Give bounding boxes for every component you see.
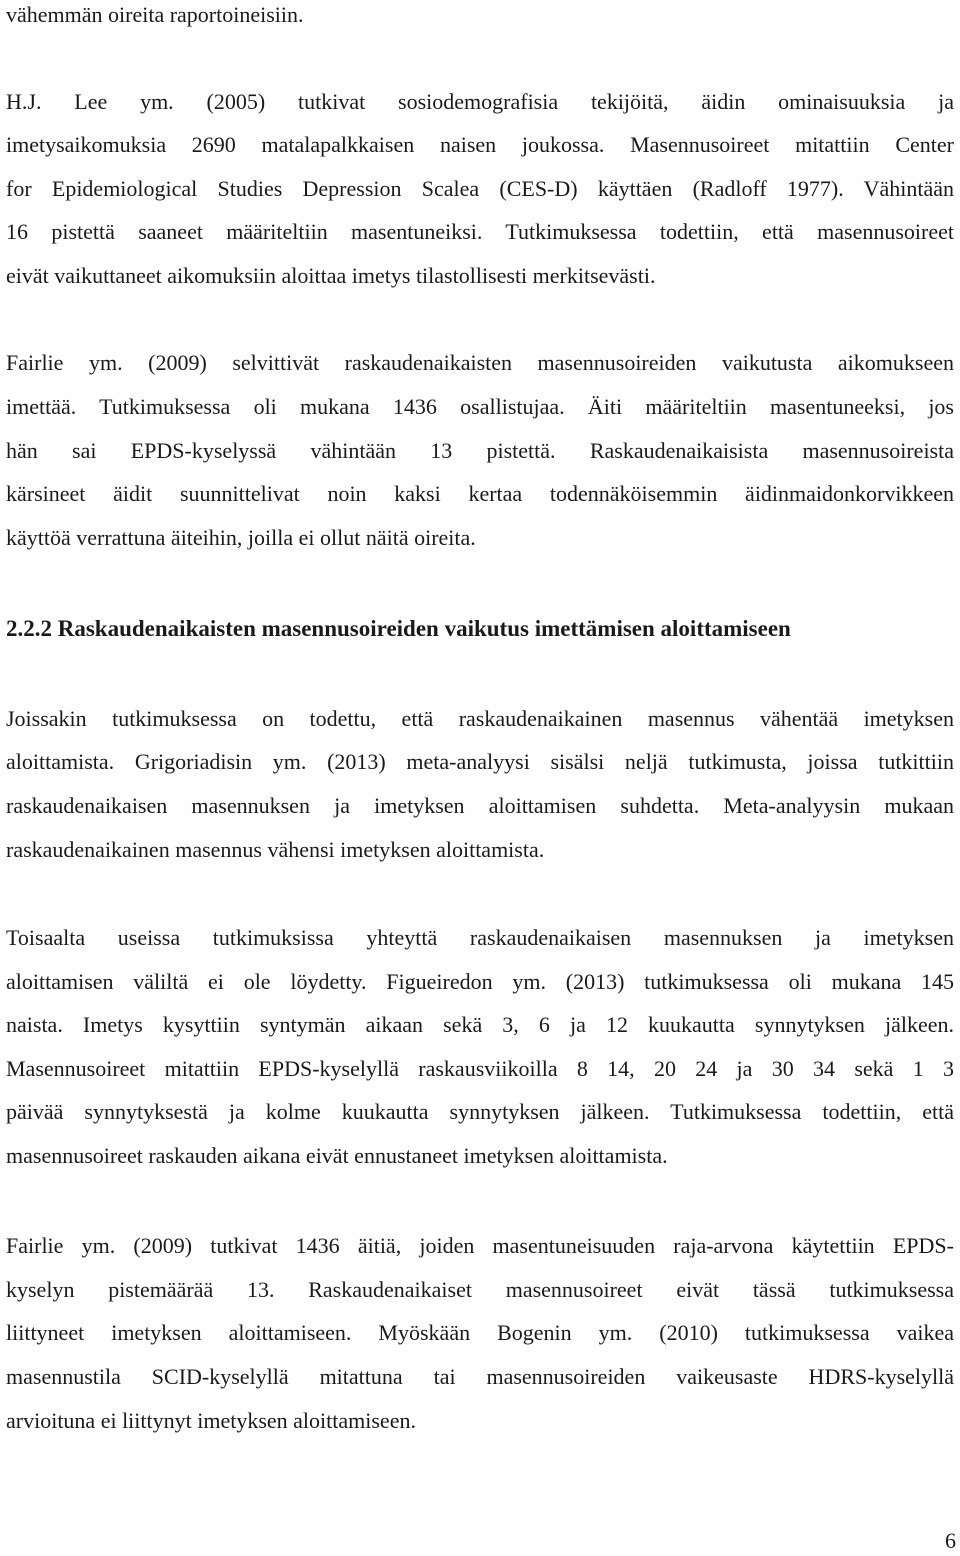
text-line: aloittamisen väliltä ei ole löydetty. Figueiredon ym. (2013) tutkimuksessa oli mukana 145	[6, 969, 954, 994]
text-line: Fairlie ym. (2009) selvittivät raskaudenaikaisten masennusoireiden vaikutusta aikomukseen	[6, 350, 954, 375]
text-line: liittyneet imetyksen aloittamiseen. Myöskään Bogenin ym. (2010) tutkimuksessa vaikea	[6, 1320, 954, 1345]
text-line: arvioituna ei liittynyt imetyksen aloittamiseen.	[6, 1408, 416, 1433]
text-line: for Epidemiological Studies Depression Scalea (CES-D) käyttäen (Radloff 1977). Vähintään	[6, 176, 954, 201]
page-number: 6	[945, 1528, 956, 1553]
text-line: raskaudenaikainen masennus vähensi imetyksen aloittamista.	[6, 837, 545, 862]
text-line: Joissakin tutkimuksessa on todettu, että raskaudenaikainen masennus vähentää imetyksen	[6, 706, 954, 731]
text-line: masennusoireet raskauden aikana eivät ennustaneet imetyksen aloittamista.	[6, 1143, 668, 1168]
text-line: eivät vaikuttaneet aikomuksiin aloittaa imetys tilastollisesti merkitsevästi.	[6, 263, 656, 288]
text-line: aloittamista. Grigoriadisin ym. (2013) meta-analyysi sisälsi neljä tutkimusta, joissa tutkittiin	[6, 749, 954, 774]
text-line: Toisaalta useissa tutkimuksissa yhteyttä raskaudenaikaisen masennuksen ja imetyksen	[6, 925, 954, 950]
text-line: kärsineet äidit suunnittelivat noin kaksi kertaa todennäköisemmin äidinmaidonkorvikkeen	[6, 481, 954, 506]
text-line: vähemmän oireita raportoineisiin.	[6, 2, 304, 27]
text-line: imettää. Tutkimuksessa oli mukana 1436 osallistujaa. Äiti määriteltiin masentuneeksi, jos	[6, 394, 954, 419]
text-line: Masennusoireet mitattiin EPDS-kyselyllä raskausviikoilla 8 14, 20 24 ja 30 34 sekä 1 3	[6, 1056, 954, 1081]
text-line: Fairlie ym. (2009) tutkivat 1436 äitiä, joiden masentuneisuuden raja-arvona käytettiin EPDS-	[6, 1233, 954, 1258]
section-heading: 2.2.2 Raskaudenaikaisten masennusoireiden vaikutus imettämisen aloittamiseen	[6, 616, 791, 641]
text-line: masennustila SCID-kyselyllä mitattuna tai masennusoireiden vaikeusaste HDRS-kyselyllä	[6, 1364, 954, 1389]
text-line: 16 pistettä saaneet määriteltiin masentuneiksi. Tutkimuksessa todettiin, että masennusoireet	[6, 219, 954, 244]
text-line: naista. Imetys kysyttiin syntymän aikaan sekä 3, 6 ja 12 kuukautta synnytyksen jälkeen.	[6, 1012, 954, 1037]
text-line: päivää synnytyksestä ja kolme kuukautta synnytyksen jälkeen. Tutkimuksessa todettiin, että	[6, 1099, 954, 1124]
text-line: imetysaikomuksia 2690 matalapalkkaisen naisen joukossa. Masennusoireet mitattiin Center	[6, 132, 954, 157]
text-line: raskaudenaikaisen masennuksen ja imetyksen aloittamisen suhdetta. Meta-analyysin mukaan	[6, 793, 954, 818]
text-line: hän sai EPDS-kyselyssä vähintään 13 pistettä. Raskaudenaikaisista masennusoireista	[6, 438, 954, 463]
text-line: H.J. Lee ym. (2005) tutkivat sosiodemografisia tekijöitä, äidin ominaisuuksia ja	[6, 89, 954, 114]
text-line: kyselyn pistemäärää 13. Raskaudenaikaiset masennusoireet eivät tässä tutkimuksessa	[6, 1277, 954, 1302]
text-line: käyttöä verrattuna äiteihin, joilla ei ollut näitä oireita.	[6, 525, 476, 550]
